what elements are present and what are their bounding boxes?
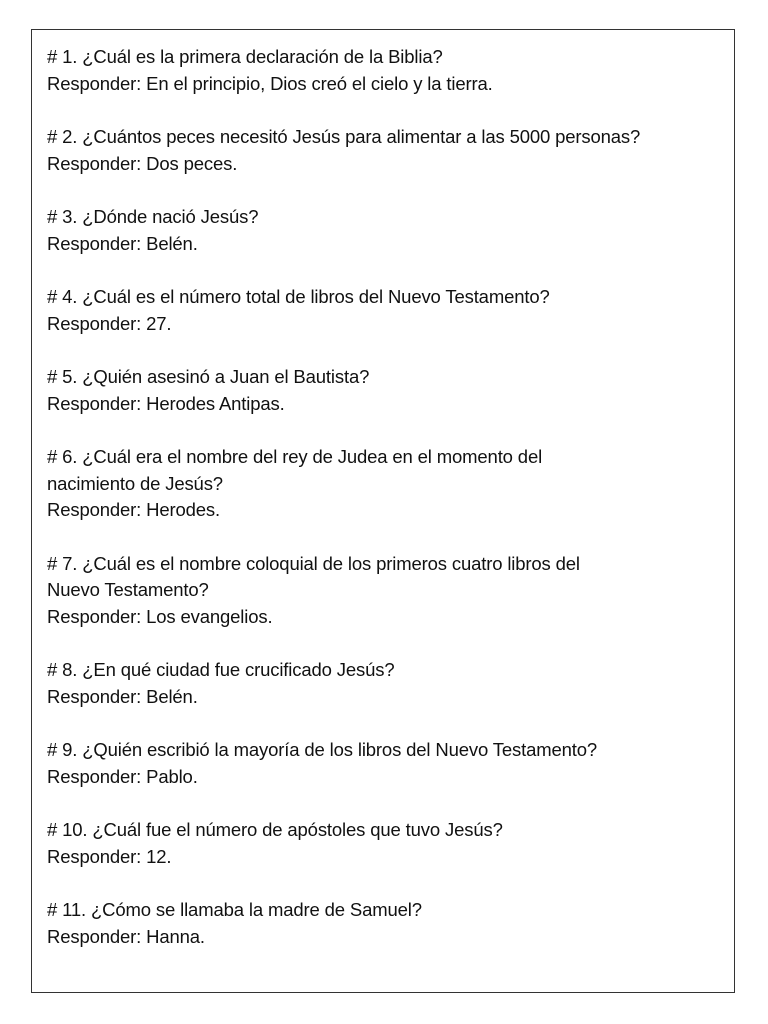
answer-11: Responder: Hanna. [47,925,205,947]
qa-item-6 [47,444,720,524]
question-9: # 9. ¿Quién escribió la mayoría de los libros del Nuevo Testamento? [47,739,598,760]
question-2: # 2. ¿Cuántos peces necesitó Jesús para alimentar a las 5000 personas? [47,126,641,147]
answer-4: Responder: 27. [47,312,172,334]
question-4: # 4. ¿Cuál es el número total de libros del Nuevo Testamento? [47,286,550,307]
answer-6: Responder: Herodes. [47,499,220,520]
answer-1: Responder: En el principio, Dios creó el cielo y la tierra. [47,72,493,94]
question-8: # 8. ¿En qué ciudad fue crucificado Jesús? [47,659,395,680]
question-6-line-1: # 6. ¿Cuál era el nombre del rey de Judea en el momento del [47,446,543,467]
question-10: # 10. ¿Cuál fue el número de apóstoles que tuvo Jesús? [47,819,503,840]
answer-2: Responder: Dos peces. [47,152,238,174]
qa-item-11 [47,897,720,950]
qa-item-1 [47,44,720,97]
document-frame [31,29,735,993]
qa-item-10 [47,817,720,870]
question-11: # 11. ¿Cómo se llamaba la madre de Samuel? [47,899,422,920]
question-3: # 3. ¿Dónde nació Jesús? [47,206,259,227]
qa-item-5 [47,364,720,417]
answer-7: Responder: Los evangelios. [47,605,273,627]
qa-list [47,44,720,950]
question-7-line-1: # 7. ¿Cuál es el nombre coloquial de los primeros cuatro libros del [47,552,580,574]
answer-3: Responder: Belén. [47,232,198,254]
qa-item-3 [47,204,720,257]
question-5: # 5. ¿Quién asesinó a Juan el Bautista? [47,366,370,387]
question-6-line-2: nacimiento de Jesús? [47,472,223,494]
qa-item-9 [47,737,720,790]
question-7-line-2: Nuevo Testamento? [47,579,209,600]
answer-8: Responder: Belén. [47,685,198,707]
qa-item-7 [47,551,720,631]
qa-item-2 [47,124,720,177]
answer-10: Responder: 12. [47,845,172,867]
question-1: # 1. ¿Cuál es la primera declaración de la Biblia? [47,46,443,67]
answer-9: Responder: Pablo. [47,765,198,787]
answer-5: Responder: Herodes Antipas. [47,392,285,414]
qa-item-4 [47,284,720,337]
qa-item-8 [47,657,720,710]
